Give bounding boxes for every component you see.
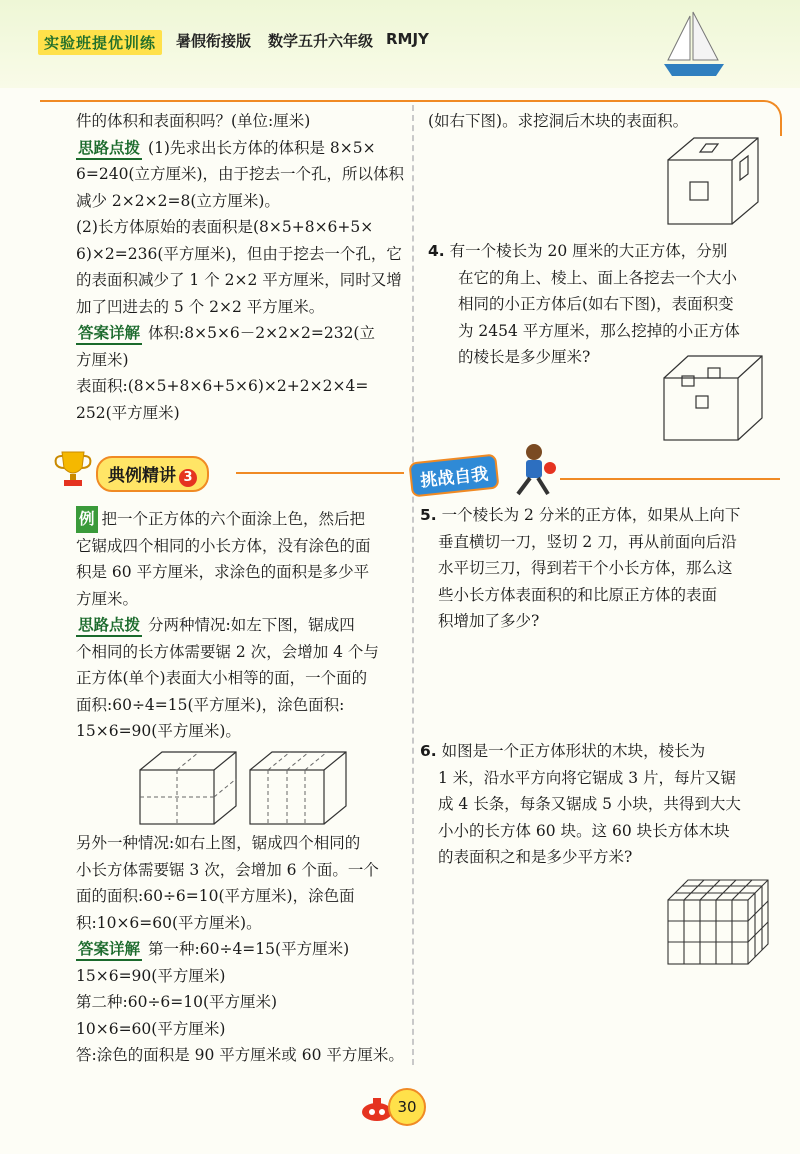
answer-line: 答案详解 体积:8×5×6－2×2×2=232(立 [76, 320, 406, 347]
question-line: 的棱长是多少厘米? [458, 348, 591, 366]
example-block [76, 506, 406, 745]
question-line: 成 4 长条，每条又锯成 5 小块，共得到大大 [438, 795, 741, 813]
other-line: 小长方体需要锯 3 次，会增加 6 个面。一个 [76, 860, 379, 879]
answer-line: 10×6=60(平方厘米) [76, 1019, 226, 1038]
other-line: 另外一种情况:如右上图，锯成四个相同的 [76, 834, 361, 852]
question-line: 些小长方体表面积的和比原正方体的表面 [438, 585, 718, 604]
hint-label: 思路点拨 [76, 615, 142, 637]
right-top-text: (如右下图)。求挖洞后木块的表面积。 [428, 112, 689, 130]
question-line: 水平切三刀，得到若干个小长方体，那么这 [438, 559, 733, 577]
hint-line: 6)×2=236(平方厘米)，但由于挖去一个孔，它 [76, 244, 402, 263]
hint-line: 个相同的长方体需要锯 2 次，会增加 4 个与 [76, 642, 379, 661]
hint-line: 加了凹进去的 5 个 2×2 平方厘米。 [76, 297, 325, 316]
question-6 [420, 738, 780, 871]
question-tail: 件的体积和表面积吗？(单位:厘米) [76, 112, 311, 130]
question-4 [428, 238, 778, 371]
page-number: 30 [388, 1088, 426, 1126]
example-line: 它锯成四个相同的小长方体，没有涂色的面 [76, 536, 371, 555]
example-line: 积是 60 平方厘米，求涂色的面积是多少平 [76, 563, 370, 581]
question-line: 在它的角上、棱上、面上各挖去一个大小 [458, 268, 738, 287]
answer-label: 答案详解 [76, 939, 142, 961]
hint-line: 6=240(立方厘米)，由于挖去一个孔，所以体积 [76, 165, 405, 183]
question-number: 5. [420, 506, 437, 524]
example-line: 例 把一个正方体的六个面涂上色，然后把 [76, 506, 406, 533]
question-line: 5. 一个棱长为 2 分米的正方体，如果从上向下 [420, 506, 741, 524]
cube-two-cuts-figure [136, 748, 246, 828]
answer-label: 答案详解 [76, 323, 142, 345]
section-title-text: 典例精讲 [108, 466, 176, 486]
column-divider [412, 105, 416, 1065]
cube-three-cuts-figure [246, 748, 356, 828]
hint-line: 思路点拨 (1)先求出长方体的体积是 8×5× [76, 135, 406, 162]
cube-with-cutouts-figure [660, 352, 770, 444]
challenge-title: 挑战自我 [408, 453, 499, 497]
question-number: 6. [420, 742, 437, 760]
answer-line: 第二种:60÷6=10(平方厘米) [76, 993, 278, 1011]
answer-line: 方厘米) [76, 350, 129, 369]
left-top-block [76, 108, 406, 426]
top-left-rule [40, 100, 410, 102]
example-line: 方厘米。 [76, 589, 139, 608]
hint-line: 思路点拨 分两种情况:如左下图，锯成四 [76, 612, 406, 639]
subject-label: 数学五升六年级 [268, 32, 374, 50]
question-line: 积增加了多少? [438, 612, 540, 630]
hint-line: 15×6=90(平方厘米)。 [76, 722, 241, 740]
answer-line: 15×6=90(平方厘米) [76, 966, 226, 985]
question-5 [420, 502, 780, 635]
answer-line: 表面积:(8×5+8×6+5×6)×2+2×2×4= [76, 377, 369, 395]
grid-cube-figure [664, 876, 774, 968]
section-number-badge: 3 [179, 469, 197, 487]
hint-label: 思路点拨 [76, 138, 142, 160]
other-line: 积:10×6=60(平方厘米)。 [76, 913, 262, 932]
question-line: 1 米，沿水平方向将它锯成 3 片，每片又锯 [438, 768, 737, 787]
answer-line: 答案详解 第一种:60÷4=15(平方厘米) [76, 936, 406, 963]
publisher-label: RMJY [386, 30, 429, 48]
example-other-case [76, 830, 406, 1069]
hint-line: 面积:60÷4=15(平方厘米)，涂色面积: [76, 695, 345, 714]
section-rule [236, 472, 404, 474]
edition-label: 暑假衔接版 [176, 32, 252, 50]
question-number: 4. [428, 242, 445, 260]
hint-line: 正方体(单个)表面大小相等的面，一个面的 [76, 669, 368, 687]
answer-line: 答:涂色的面积是 90 平方厘米或 60 平方厘米。 [76, 1046, 404, 1064]
sailboat-icon [660, 8, 730, 80]
trophy-icon [52, 448, 94, 490]
hint-line: 的表面积减少了 1 个 2×2 平方厘米，同时又增 [76, 271, 402, 289]
question-line: 4. 有一个棱长为 20 厘米的大正方体，分别 [428, 242, 728, 260]
example-badge: 例 [76, 506, 98, 533]
hint-line: (2)长方体原始的表面积是(8×5+8×6+5× [76, 218, 374, 236]
other-line: 面的面积:60÷6=10(平方厘米)，涂色面 [76, 887, 355, 905]
series-title: 实验班提优训练 [38, 30, 162, 55]
question-line: 6. 如图是一个正方体形状的木块，棱长为 [420, 742, 706, 760]
cube-with-hole-figure [664, 132, 764, 232]
question-line: 垂直横切一刀，竖切 2 刀，再从前面向后沿 [438, 532, 737, 551]
answer-line: 252(平方厘米) [76, 403, 180, 422]
question-line: 小小的长方体 60 块。这 60 块长方体木块 [438, 821, 730, 840]
section-title [96, 456, 209, 492]
question-line: 为 2454 平方厘米，那么挖掉的小正方体 [458, 321, 740, 340]
running-boy-icon [506, 442, 558, 500]
challenge-rule [560, 478, 780, 480]
question-line: 的表面积之和是多少平方米? [438, 848, 633, 866]
hint-line: 减少 2×2×2=8(立方厘米)。 [76, 191, 280, 210]
question-line: 相同的小正方体后(如右下图)，表面积变 [458, 295, 734, 313]
